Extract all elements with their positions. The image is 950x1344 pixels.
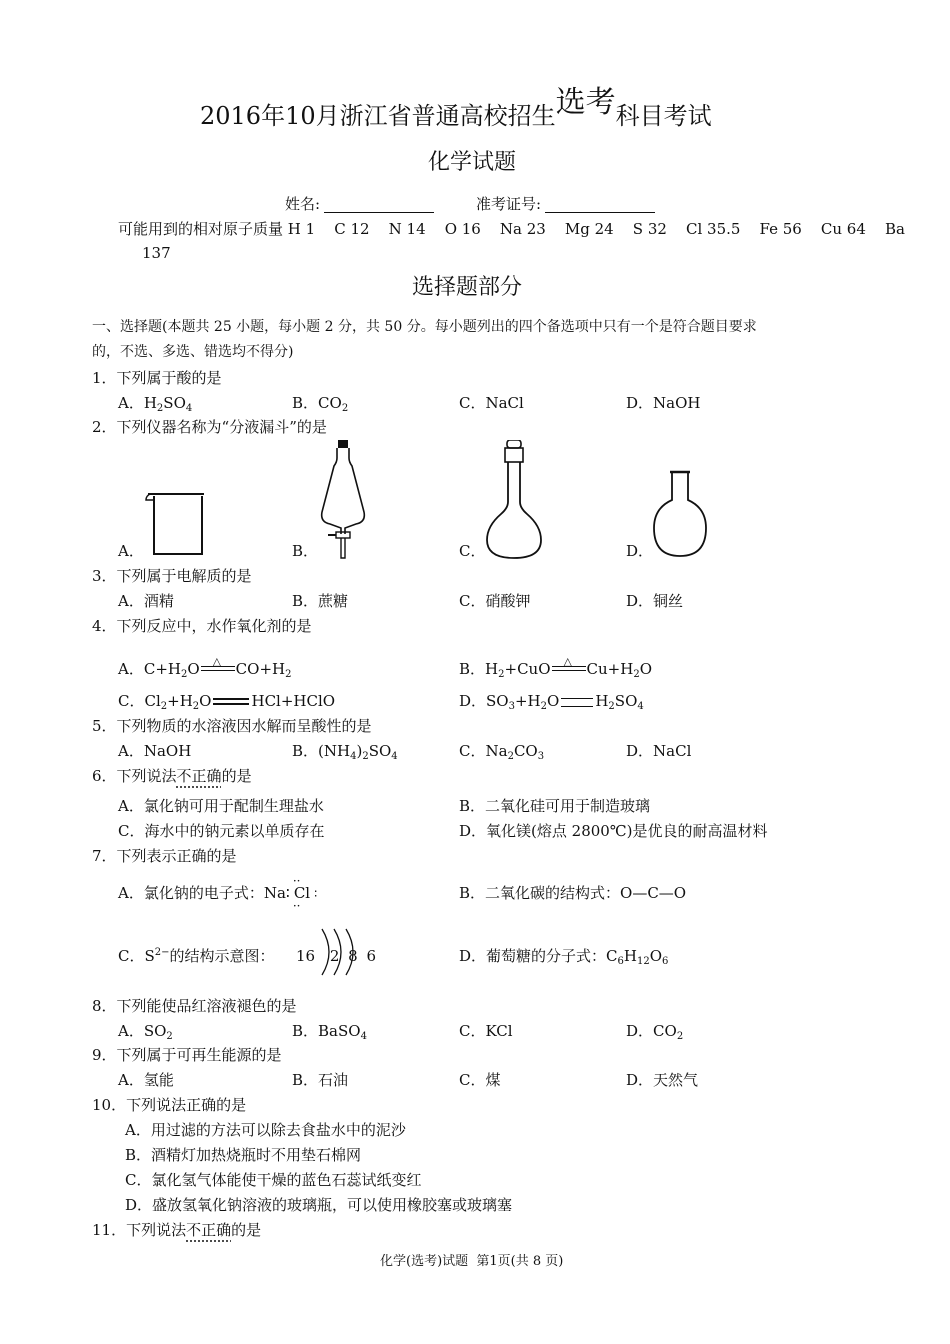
- q4-option-d: D．$SO_3+H_2O$ $H_2SO_4$: [459, 692, 644, 712]
- exam-number-blank[interactable]: [545, 198, 655, 213]
- exam-number-field[interactable]: [476, 195, 655, 213]
- q10-option-a: A．用过滤的方法可以除去食盐水中的泥沙: [125, 1121, 406, 1139]
- name-blank[interactable]: [324, 198, 434, 213]
- section-title: 选择题部分: [412, 275, 523, 300]
- q2-option-c: C．: [459, 542, 486, 560]
- chlorine-electron-dot: ·· Cl ··: [292, 874, 311, 913]
- q9-option-a: A．氢能: [118, 1071, 174, 1089]
- q4-option-a: A．$C+H_2O$ △ $CO+H_2$: [118, 655, 292, 680]
- q7-option-b: B．二氧化碳的结构式：O—C—O: [459, 884, 687, 902]
- q6-option-d: D．氧化镁(熔点 2800℃)是优良的耐高温材料: [459, 822, 768, 840]
- beaker-icon: [142, 490, 208, 556]
- q3-option-a: A．酒精: [118, 592, 174, 610]
- q3-option-c: C．硝酸钾: [459, 592, 531, 610]
- exam-number-label: 准考证号:: [476, 195, 542, 213]
- q8-stem: 8．下列能使品红溶液褪色的是: [92, 997, 297, 1015]
- q4-option-c: C．$Cl_2+H_2O$ HCl+HClO: [118, 692, 336, 712]
- q6-option-c: C．海水中的钠元素以单质存在: [118, 822, 325, 840]
- q9-option-d: D．天然气: [626, 1071, 699, 1089]
- q2-stem: 2．下列仪器名称为“分液漏斗”的是: [92, 418, 327, 436]
- q7-option-d: D．葡萄糖的分子式：$C_6H_{12}O_6$: [459, 947, 669, 967]
- q1-stem: 1．下列属于酸的是: [92, 369, 222, 387]
- q5-stem: 5．下列物质的水溶液因水解而呈酸性的是: [92, 717, 372, 735]
- q5-option-a: A．NaOH: [118, 742, 192, 760]
- q8-option-d: D．$CO_2$: [626, 1022, 684, 1042]
- q6-option-b: B．二氧化硅可用于制造玻璃: [459, 797, 651, 815]
- q2-option-a: A．: [118, 542, 144, 560]
- q3-option-d: D．铜丝: [626, 592, 684, 610]
- q7-option-c: C．$S^{2-}$的结构示意图：: [118, 947, 275, 965]
- q5-option-c: C．$Na_2CO_3$: [459, 742, 545, 762]
- name-field[interactable]: [285, 195, 434, 213]
- instructions-line1: 一、选择题(本题共 25 小题，每小题 2 分，共 50 分。每小题列出的四个备选项中只有一个是符合题目要求: [92, 319, 757, 335]
- q1-option-c: C．NaCl: [459, 394, 524, 412]
- nucleus-charge: 16: [296, 947, 316, 965]
- q5-option-b: B．$(NH_4)_2SO_4$: [292, 742, 398, 762]
- q6-emphasis: 不正确: [176, 767, 222, 785]
- q9-option-c: C．煤: [459, 1071, 501, 1089]
- q9-stem: 9．下列属于可再生能源的是: [92, 1046, 282, 1064]
- exam-title-big: 选考: [555, 85, 616, 120]
- q8-option-a: A．$SO_2$: [118, 1022, 173, 1042]
- q3-stem: 3．下列属于电解质的是: [92, 567, 252, 585]
- page-footer: 化学(选考)试题 第1页(共 8 页): [380, 1254, 564, 1269]
- exam-title-part1: 2016年10月浙江省普通高校招生: [200, 102, 556, 130]
- separatory-funnel-icon: [320, 440, 366, 560]
- name-label: 姓名:: [285, 195, 321, 213]
- subject-title: 化学试题: [428, 150, 517, 175]
- q1-option-b: B．$CO_2$: [292, 394, 349, 414]
- q10-option-c: C．氯化氢气体能使干燥的蓝色石蕊试纸变红: [125, 1171, 422, 1189]
- q1-option-d: D．NaOH: [626, 394, 701, 412]
- q11-stem: 11．下列说法不正确的是: [92, 1221, 262, 1239]
- round-flask-icon: [652, 470, 708, 560]
- q6-stem: 6．下列说法不正确的是: [92, 767, 252, 785]
- instructions-line2: 的，不选、多选、错选均不得分): [92, 344, 294, 360]
- q8-option-c: C．KCl: [459, 1022, 513, 1040]
- q8-option-b: B．BaSO$_4$: [292, 1022, 367, 1042]
- atomic-mass-line: 可能用到的相对原子质量 H 1 C 12 N 14 O 16 Na 23 Mg 24 S 32 Cl 35.5 Fe 56 Cu 64 Ba: [118, 220, 905, 238]
- q3-option-b: B．蔗糖: [292, 592, 349, 610]
- atomic-mass-line2: 137: [142, 244, 171, 262]
- q4-option-b: B．$H_2+CuO$ △ $Cu+H_2O$: [459, 655, 652, 680]
- q10-option-d: D．盛放氢氧化钠溶液的玻璃瓶，可以使用橡胶塞或玻璃塞: [125, 1196, 513, 1214]
- q4-stem: 4．下列反应中，水作氧化剂的是: [92, 617, 312, 635]
- volumetric-flask-icon: [485, 440, 543, 562]
- electron-shells: 2 8 6: [329, 947, 379, 965]
- exam-title: [200, 85, 712, 131]
- q10-option-b: B．酒精灯加热烧瓶时不用垫石棉网: [125, 1146, 362, 1164]
- q7-option-a: A．氯化钠的电子式：Na∶ ·· Cl ·· ∶: [118, 874, 318, 913]
- q6-option-a: A．氯化钠可用于配制生理盐水: [118, 797, 324, 815]
- shell-arcs-icon: [318, 925, 364, 979]
- q5-option-d: D．NaCl: [626, 742, 692, 760]
- q10-stem: 10．下列说法正确的是: [92, 1096, 247, 1114]
- q9-option-b: B．石油: [292, 1071, 349, 1089]
- q1-option-a: A．$H_2SO_4$: [118, 394, 193, 414]
- q7-stem: 7．下列表示正确的是: [92, 847, 237, 865]
- q11-emphasis: 不正确: [186, 1221, 232, 1239]
- exam-title-part2: 科目考试: [615, 102, 712, 130]
- q2-option-b: B．: [292, 542, 319, 560]
- q2-option-d: D．: [626, 542, 654, 560]
